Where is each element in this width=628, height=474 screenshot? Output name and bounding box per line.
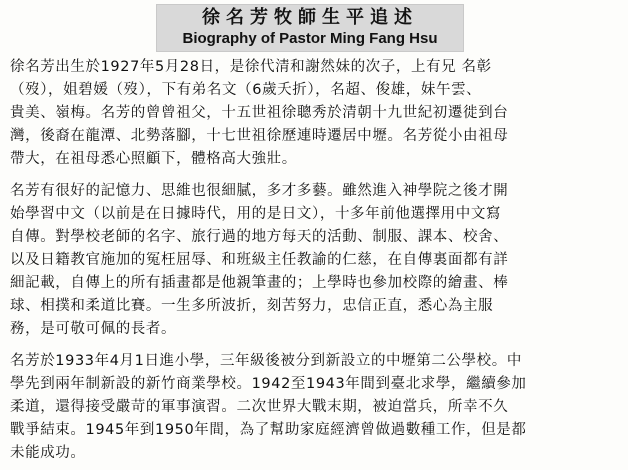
paragraph-line: （歿），姐碧媛（歿），下有弟名文（6歲夭折），名超、俊雄，妹午雲、 xyxy=(10,82,482,98)
paragraph-line: 戰爭結束。1945年到1950年間，為了幫助家庭經濟曾做過數種工作，但是都 xyxy=(10,422,527,438)
paragraph xyxy=(10,350,622,465)
paragraph-line: 徐名芳出生於1927年5月28日，是徐代清和謝然妹的次子，上有兄 名彰 xyxy=(10,59,492,75)
paragraph-line: 學先到兩年制新設的新竹商業學校。1942至1943年間到臺北求學，繼續參加 xyxy=(10,376,527,392)
paragraph-line: 以及日籍教官施加的冤枉屈辱、和班級主任教諭的仁慈，在自傳裏面都有詳 xyxy=(10,252,509,268)
paragraph-line: 帶大，在祖母悉心照顧下，體格高大強壯。 xyxy=(10,151,297,167)
paragraph-line: 未能成功。 xyxy=(10,445,86,461)
paragraph-line: 名芳於1933年4月1日進小學，三年級後被分到新設立的中壢第二公學校。中 xyxy=(10,353,522,369)
title-chinese: 徐名芳牧師生平追述 xyxy=(202,7,418,28)
title-banner xyxy=(156,4,464,52)
paragraph-line: 細記載，自傳上的所有插畫都是他親筆畫的；上學時也參加校際的繪畫、棒 xyxy=(10,275,509,291)
paragraph-line: 球、相撲和柔道比賽。一生多所波折，刻苦努力，忠信正直，悉心為主服 xyxy=(10,298,494,314)
paragraph-line: 自傳。對學校老師的名字、旅行過的地方每天的活動、制服、課本、校舍、 xyxy=(10,229,509,245)
paragraph-line: 務，是可敬可佩的長者。 xyxy=(10,321,177,337)
paragraph-line: 名芳有很好的記憶力、思維也很細膩，多才多藝。雖然進入神學院之後才開 xyxy=(10,183,509,199)
biography-body xyxy=(10,56,622,474)
paragraph xyxy=(10,56,622,171)
paragraph-line: 灣，後裔在龍潭、北勢落腳，十七世祖徐歷連時遷居中壢。名芳從小由祖母 xyxy=(10,128,509,144)
paragraph xyxy=(10,180,622,341)
paragraph-line: 柔道，還得接受嚴苛的軍事演習。二次世界大戰末期，被迫當兵，所幸不久 xyxy=(10,399,509,415)
title-english: Biography of Pastor Ming Fang Hsu xyxy=(182,30,438,47)
paragraph-line: 始學習中文（以前是在日據時代，用的是日文），十多年前他選擇用中文寫 xyxy=(10,206,502,222)
paragraph-line: 貴美、嶺梅。名芳的曾曾祖父，十五世祖徐聰秀於清朝十九世紀初遷徙到台 xyxy=(10,105,509,121)
